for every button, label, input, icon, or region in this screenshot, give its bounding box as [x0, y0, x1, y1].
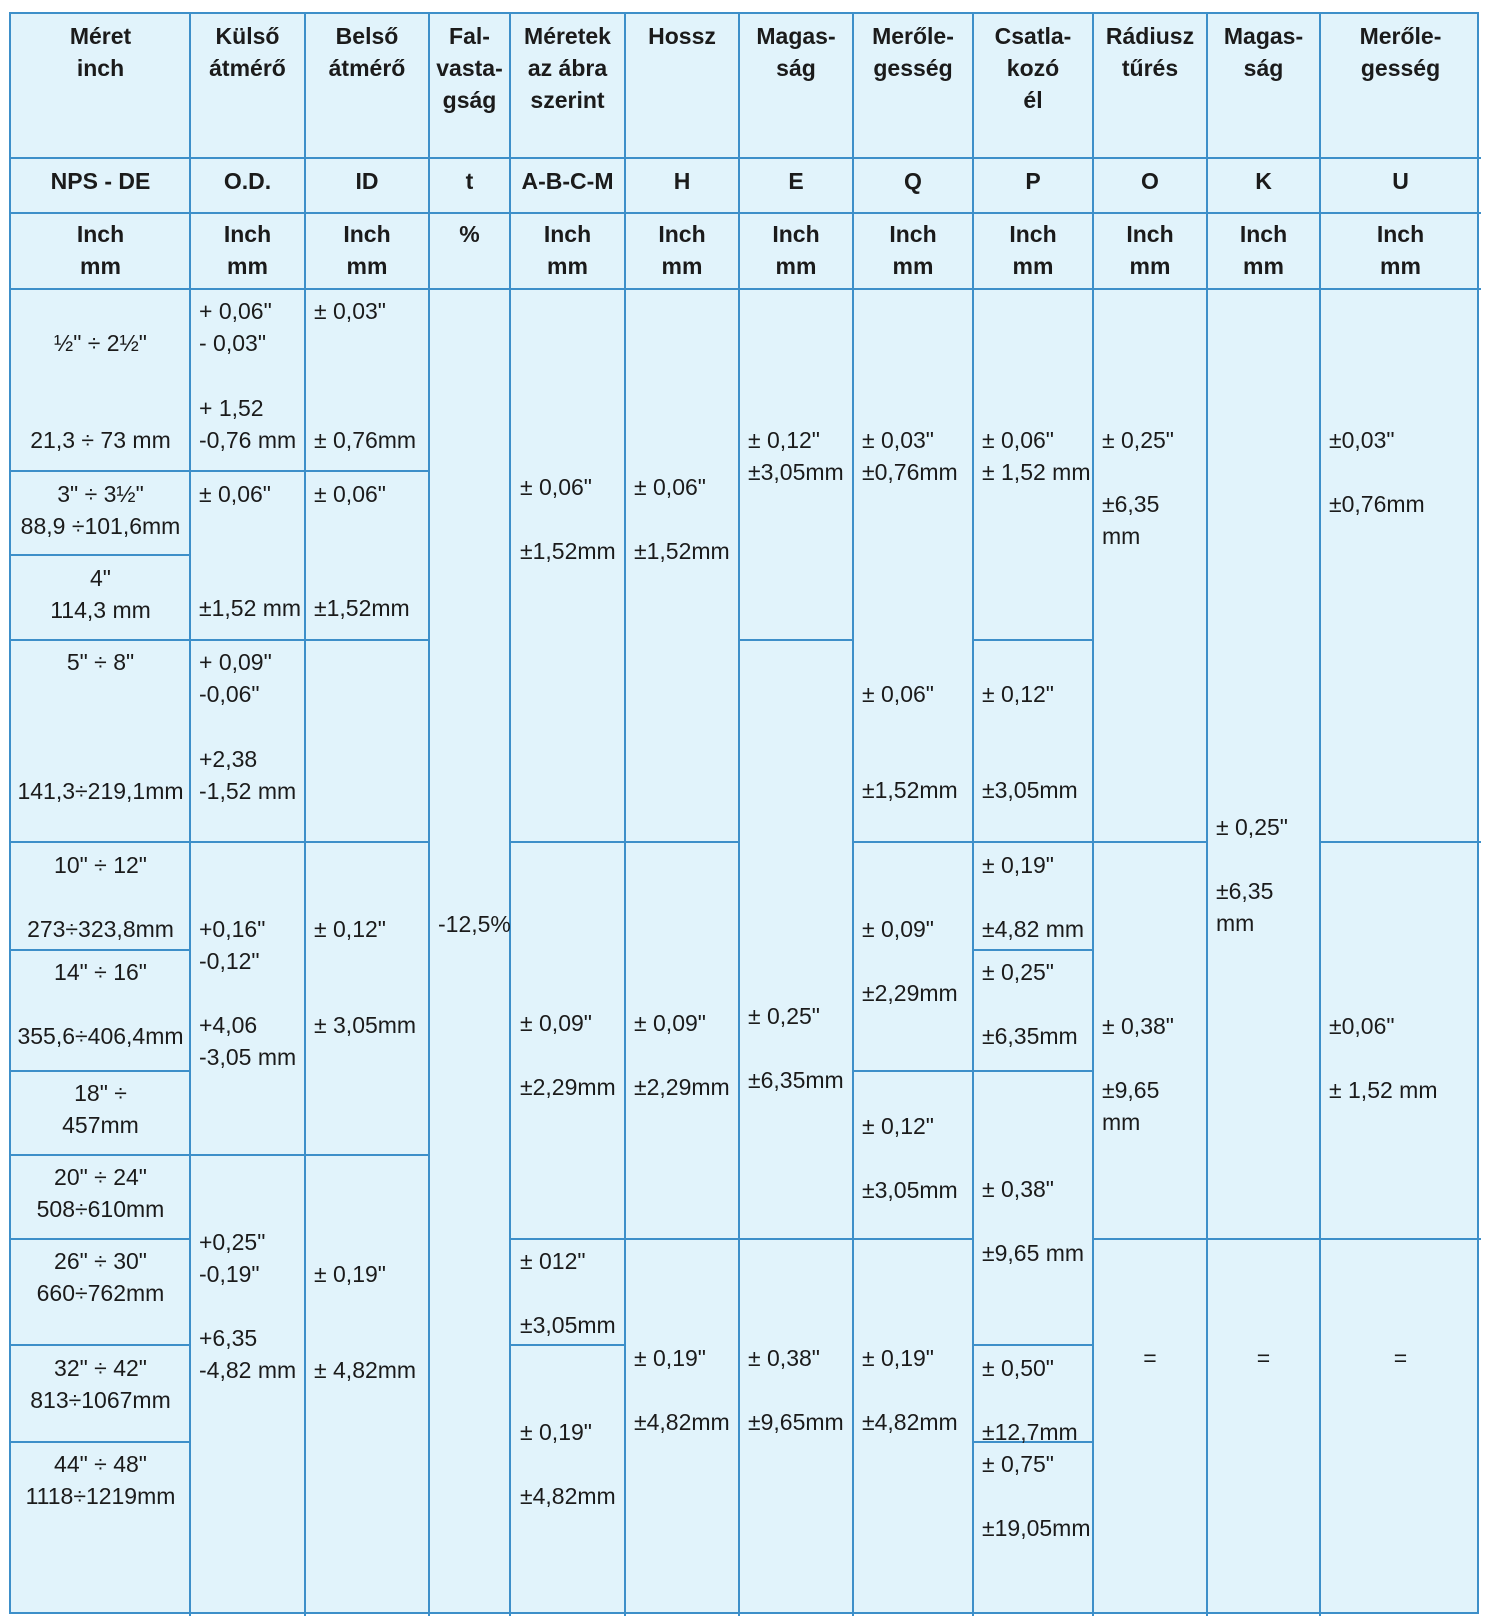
p-cell-d: ± 0,25" ±6,35mm [982, 959, 1078, 1049]
o-cell-a: ± 0,25" ±6,35 mm [1102, 427, 1174, 549]
p-cell-f: ± 0,50" ±12,7mm [982, 1355, 1078, 1445]
p-cell-a: ± 0,06" ± 1,52 mm [982, 427, 1091, 485]
code-h: H [673, 168, 691, 194]
size-row-8: 20" ÷ 24" 508÷610mm [36, 1164, 165, 1222]
size-row-7: 18" ÷ 457mm [62, 1080, 139, 1138]
p-cell-g: ± 0,75" ±19,05mm [982, 1451, 1091, 1541]
header-falvastagsag: Fal- vasta- gság [436, 23, 503, 113]
header-kulso-atmero: Külső átmérő [209, 23, 286, 81]
id-cell-e: ± 0,19" ± 4,82mm [314, 1261, 417, 1383]
size-row-10: 32" ÷ 42" 813÷1067mm [30, 1355, 171, 1413]
unit-q: Inch mm [889, 221, 937, 279]
abcm-cell-d: ± 0,19" ±4,82mm [520, 1419, 616, 1509]
header-meretek: Méretek az ábra szerint [524, 23, 611, 113]
od-cell-a-mm: + 1,52 -0,76 mm [199, 395, 297, 453]
unit-h: Inch mm [658, 221, 706, 279]
k-cell-a: ± 0,25" ±6,35 mm [1216, 814, 1288, 936]
size-row-6-inch: 14" ÷ 16" [54, 959, 147, 985]
unit-k: Inch mm [1239, 221, 1288, 279]
code-abcm: A-B-C-M [521, 168, 614, 194]
size-row-4-inch: 5" ÷ 8" [66, 649, 135, 675]
unit-p: Inch mm [1009, 221, 1057, 279]
header-merolegesseg-1: Merőle- gesség [872, 23, 954, 81]
abcm-cell-a: ± 0,06" ±1,52mm [520, 474, 616, 564]
id-cell-a-mm: ± 0,76mm [314, 427, 417, 453]
size-row-3: 4" 114,3 mm [50, 565, 151, 623]
e-cell-b: ± 0,25" ±6,35mm [748, 1003, 844, 1093]
q-cell-a: ± 0,03" ±0,76mm [862, 427, 958, 485]
header-magassag-1: Magas- ság [756, 23, 836, 81]
code-id: ID [355, 168, 379, 194]
od-cell-b-inch: ± 0,06" [199, 481, 271, 507]
abcm-cell-b: ± 0,09" ±2,29mm [520, 1010, 616, 1100]
size-row-9: 26" ÷ 30" 660÷762mm [36, 1248, 165, 1306]
od-cell-d: +0,16" -0,12" +4,06 -3,05 mm [199, 916, 297, 1070]
id-cell-a-inch: ± 0,03" [314, 298, 386, 324]
size-row-1-mm: 21,3 ÷ 73 mm [30, 427, 171, 453]
p-cell-b: ± 0,12" ±3,05mm [982, 681, 1078, 803]
size-row-5-inch: 10" ÷ 12" [54, 852, 147, 878]
u-cell-a: ±0,03" ±0,76mm [1329, 427, 1425, 517]
unit-size: Inch mm [76, 221, 125, 279]
e-cell-a: ± 0,12" ±3,05mm [748, 427, 844, 485]
header-magassag-2: Magas- ság [1223, 23, 1304, 81]
size-row-2: 3" ÷ 3½" 88,9 ÷101,6mm [20, 481, 181, 539]
p-cell-e: ± 0,38" ±9,65 mm [982, 1176, 1085, 1266]
code-q: Q [904, 168, 922, 194]
code-u: U [1392, 168, 1409, 194]
q-cell-e: ± 0,19" ±4,82mm [862, 1345, 958, 1435]
u-cell-b: ±0,06" ± 1,52 mm [1329, 1013, 1438, 1103]
h-cell-b: ± 0,09" ±2,29mm [634, 1010, 730, 1100]
id-cell-b-inch: ± 0,06" [314, 481, 386, 507]
code-e: E [788, 168, 804, 194]
code-o: O [1141, 168, 1159, 194]
h-cell-c: ± 0,19" ±4,82mm [634, 1345, 730, 1435]
e-cell-c: ± 0,38" ±9,65mm [748, 1345, 844, 1435]
o-cell-b: ± 0,38" ±9,65 mm [1102, 1013, 1174, 1135]
q-cell-c: ± 0,09" ±2,29mm [862, 916, 958, 1006]
unit-e: Inch mm [772, 221, 820, 279]
size-row-4-mm: 141,3÷219,1mm [17, 778, 184, 804]
od-cell-c-inch: + 0,09" -0,06" [199, 649, 272, 707]
o-cell-c: = [1143, 1345, 1157, 1371]
od-cell-a-inch: + 0,06" - 0,03" [199, 298, 272, 356]
unit-o: Inch mm [1126, 221, 1174, 279]
k-cell-b: = [1256, 1345, 1271, 1371]
id-cell-b-mm: ±1,52mm [314, 595, 410, 621]
unit-u: Inch mm [1376, 221, 1425, 279]
size-row-5-mm: 273÷323,8mm [27, 916, 174, 942]
code-p: P [1025, 168, 1041, 194]
header-hossz: Hossz [648, 23, 716, 49]
wall-thickness-value: -12,5% [438, 911, 511, 937]
unit-od: Inch mm [223, 221, 272, 279]
abcm-cell-c: ± 012" ±3,05mm [520, 1248, 616, 1338]
od-cell-b-mm: ±1,52 mm [199, 595, 302, 621]
tolerance-table [9, 12, 1479, 1614]
header-merolegesseg-2: Merőle- gesség [1359, 23, 1442, 81]
size-row-6-mm: 355,6÷406,4mm [17, 1023, 184, 1049]
header-meret: Méret inch [69, 23, 132, 81]
size-row-11: 44" ÷ 48" 1118÷1219mm [25, 1451, 176, 1509]
unit-id: Inch mm [343, 221, 391, 279]
h-cell-a: ± 0,06" ±1,52mm [634, 474, 730, 564]
header-radiusz-tures: Rádiusz tűrés [1105, 23, 1195, 81]
q-cell-d: ± 0,12" ±3,05mm [862, 1113, 958, 1203]
q-cell-b: ± 0,06" ±1,52mm [862, 681, 958, 803]
code-k: K [1255, 168, 1272, 194]
unit-abcm: Inch mm [543, 221, 592, 279]
size-row-1-inch: ½" ÷ 2½" [54, 330, 147, 356]
code-nps-de: NPS - DE [50, 168, 151, 194]
u-cell-c: = [1393, 1345, 1408, 1371]
id-cell-d: ± 0,12" ± 3,05mm [314, 916, 417, 1038]
p-cell-c: ± 0,19" ±4,82 mm [982, 852, 1085, 942]
header-csatlakozo-el: Csatla- kozó él [994, 23, 1072, 113]
code-t: t [465, 168, 474, 194]
od-cell-c-mm: +2,38 -1,52 mm [199, 746, 297, 804]
unit-t: % [459, 221, 480, 247]
od-cell-e: +0,25" -0,19" +6,35 -4,82 mm [199, 1229, 297, 1383]
code-od: O.D. [223, 168, 272, 194]
header-belso-atmero: Belső átmérő [328, 23, 406, 81]
